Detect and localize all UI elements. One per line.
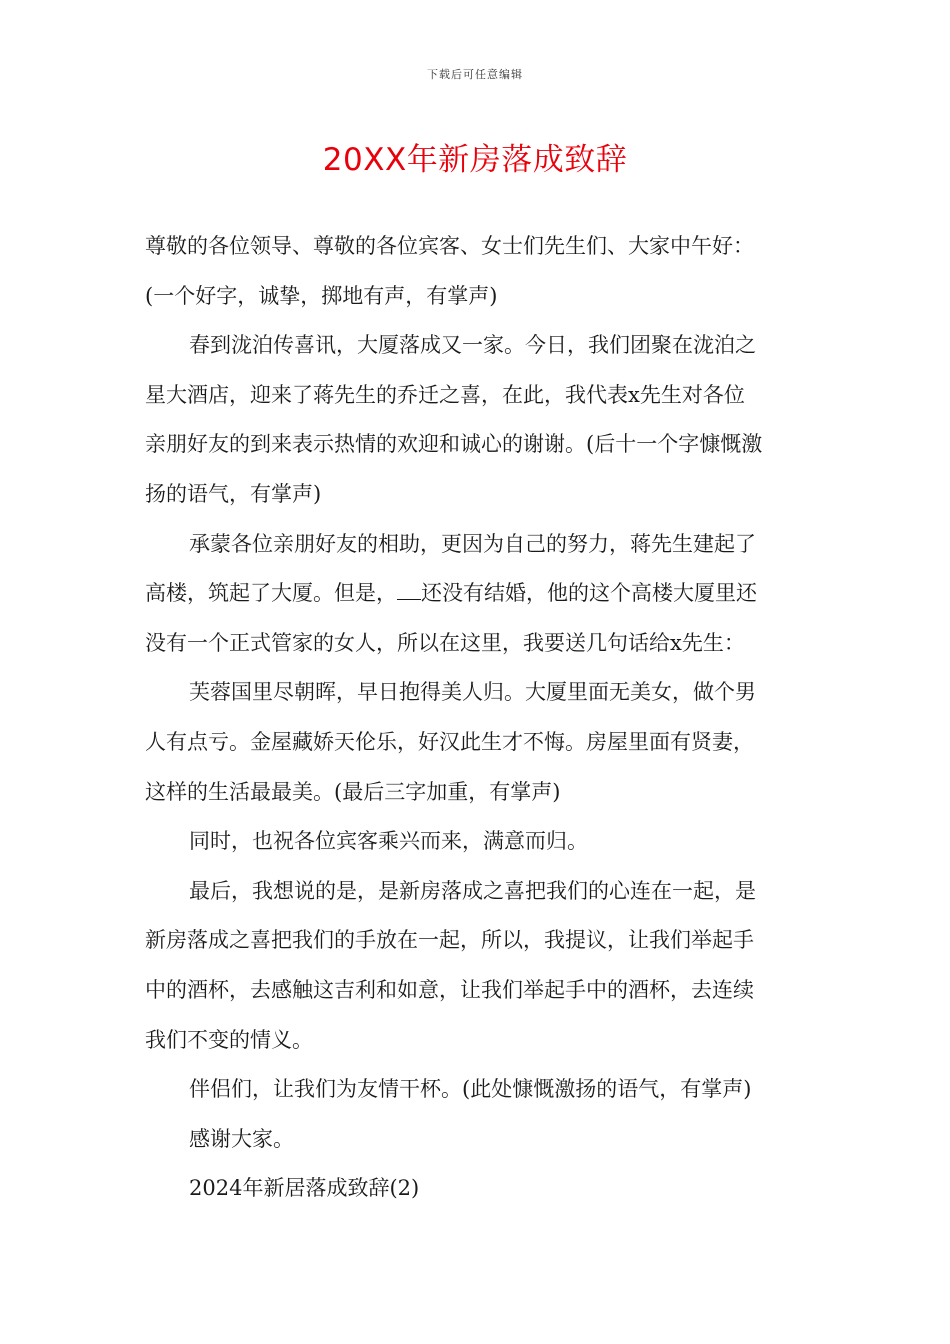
paragraph-line: 伴侣们，让我们为友情干杯。(此处慷慨激扬的语气，有掌声) — [189, 1077, 752, 1102]
paragraph-line: 芙蓉国里尽朝晖，早日抱得美人归。大厦里面无美女，做个男 — [189, 680, 756, 705]
text-segment: 还没有结婚，他的这个高楼大厦里还 — [421, 581, 757, 606]
section-heading: 2024年新居落成致辞(2) — [189, 1176, 420, 1201]
paragraph-line: 我们不变的情义。 — [145, 1027, 313, 1052]
paragraph-line: 亲朋好友的到来表示热情的欢迎和诚心的谢谢。(后十一个字慷慨激 — [145, 432, 763, 457]
paragraph-line: 承蒙各位亲朋好友的相助，更因为自己的努力，蒋先生建起了 — [189, 531, 756, 556]
paragraph-line: 尊敬的各位领导、尊敬的各位宾客、女士们先生们、大家中午好： — [145, 234, 754, 258]
paragraph-line: 中的酒杯，去感触这吉利和如意，让我们举起手中的酒杯，去连续 — [145, 977, 754, 1002]
paragraph-line: (一个好字，诚挚，掷地有声，有掌声) — [145, 283, 498, 308]
paragraph-line: 星大酒店，迎来了蒋先生的乔迁之喜，在此，我代表x先生对各位 — [145, 382, 745, 407]
paragraph-line: 最后，我想说的是，是新房落成之喜把我们的心连在一起，是 — [189, 878, 756, 903]
fill-in-blank — [397, 581, 421, 600]
text-segment: 高楼，筑起了大厦。但是， — [145, 581, 397, 606]
paragraph-line: 感谢大家。 — [189, 1126, 294, 1151]
paragraph-line: 扬的语气，有掌声) — [145, 481, 322, 506]
paragraph-line: 同时，也祝各位宾客乘兴而来，满意而归。 — [189, 829, 588, 854]
paragraph-line: 新房落成之喜把我们的手放在一起，所以，我提议，让我们举起手 — [145, 928, 754, 953]
paragraph-line: 春到泷泊传喜讯，大厦落成又一家。今日，我们团聚在泷泊之 — [189, 333, 756, 358]
paragraph-line: 人有点亏。金屋藏娇天伦乐，好汉此生才不悔。房屋里面有贤妻， — [145, 729, 754, 754]
header-note: 下载后可任意编辑 — [427, 68, 523, 81]
document-body — [145, 222, 807, 1214]
paragraph-line: 没有一个正式管家的女人，所以在这里，我要送几句话给x先生： — [145, 630, 745, 655]
document-title: 20XX年新房落成致辞 — [322, 142, 628, 178]
paragraph-line: 这样的生活最最美。(最后三字加重，有掌声) — [145, 779, 561, 804]
paragraph-line — [145, 569, 807, 619]
